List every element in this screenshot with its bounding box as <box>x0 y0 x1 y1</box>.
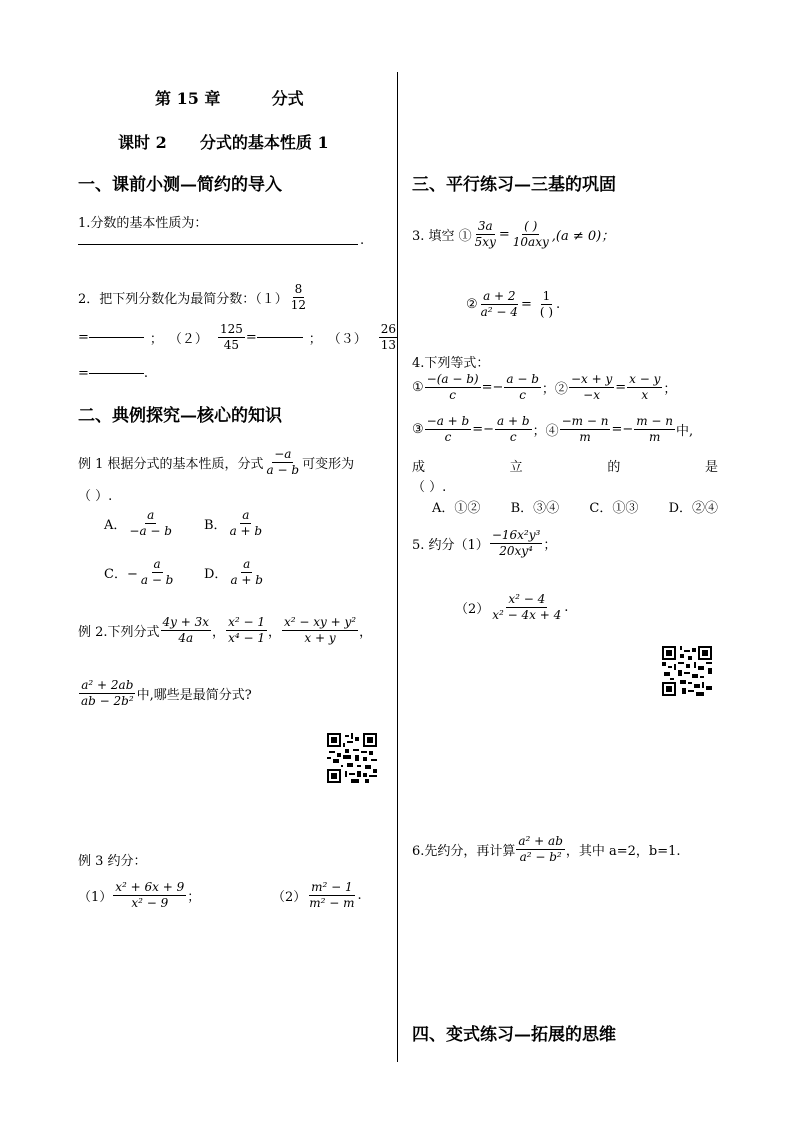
equals-minus: =− <box>481 380 504 395</box>
option-c[interactable] <box>104 557 176 588</box>
numerator: a <box>147 508 155 522</box>
fraction-26-13 <box>379 322 398 353</box>
question-2-line-2 <box>78 322 399 353</box>
circle-2: ；② <box>541 382 568 397</box>
word-2: 立 <box>509 460 523 475</box>
section-1-title: 一、课前小测—简约的导入 <box>78 175 282 195</box>
circle-2: ② <box>466 297 478 312</box>
option-b-fraction <box>228 508 265 539</box>
denominator: −a − b <box>129 524 172 538</box>
numerator: −16x²y³ <box>491 528 541 542</box>
denominator: 20xy⁴ <box>499 544 533 558</box>
numerator: x² + 6x + 9 <box>115 880 185 894</box>
example-3-part-1 <box>78 880 200 911</box>
denominator: −x <box>583 388 600 402</box>
numerator: a + b <box>497 414 530 428</box>
condition: ,(a ≠ 0)； <box>551 229 615 244</box>
lesson-title <box>118 130 329 153</box>
numerator: x − y <box>629 372 661 386</box>
word-3: 的 <box>607 460 621 475</box>
middle-text: 中, <box>676 424 694 439</box>
example-2-question: 中,哪些是最简分式? <box>136 688 252 703</box>
circle-4: ；④ <box>532 424 559 439</box>
semicolon: ； <box>187 890 201 905</box>
comma: ， <box>359 625 373 640</box>
part-label: （2） <box>272 890 307 905</box>
example-2-fraction-1 <box>161 615 212 646</box>
semicolon: ； <box>543 538 557 553</box>
denominator: a² − b² <box>519 850 562 864</box>
example-3-fraction-1 <box>113 880 186 911</box>
period: . <box>357 888 362 903</box>
question-3-fraction-3 <box>479 289 520 320</box>
numerator-blank[interactable]: ( ) <box>524 219 538 233</box>
question-3-fraction-2[interactable] <box>511 219 551 250</box>
numerator: m − n <box>636 414 674 428</box>
example-2-fraction-3 <box>282 615 358 646</box>
example-2-line-2 <box>78 678 252 709</box>
question-5-part-1 <box>412 528 556 559</box>
circle-3: ③ <box>412 422 424 437</box>
equals-sign: = <box>245 330 257 345</box>
denominator: a + b <box>229 524 263 538</box>
q4-fraction-7 <box>560 414 611 445</box>
option-label: D． <box>204 567 228 582</box>
numerator: a² + ab <box>518 834 563 848</box>
denominator: x + y <box>304 631 336 645</box>
equals-sign: = <box>615 380 627 395</box>
q5-fraction-1 <box>490 528 543 559</box>
example-2-fraction-2 <box>226 615 267 646</box>
numerator: 8 <box>294 282 303 296</box>
option-a-fraction <box>127 508 174 539</box>
period: . <box>556 297 561 312</box>
q4-fraction-5 <box>425 414 472 445</box>
option-a[interactable] <box>104 508 175 539</box>
numerator: a <box>153 557 161 571</box>
question-4-line-3 <box>412 456 718 475</box>
equals-minus: =− <box>472 422 495 437</box>
numerator: a + 2 <box>483 289 516 303</box>
fraction-125-45 <box>218 322 245 353</box>
q4-fraction-6 <box>495 414 532 445</box>
denominator: c <box>509 430 517 444</box>
denominator: 5xy <box>474 235 496 249</box>
section-2-title: 二、典例探究—核心的知识 <box>78 406 282 426</box>
numerator: −m − n <box>561 414 609 428</box>
denominator: c <box>449 388 456 402</box>
denominator: 45 <box>223 338 240 352</box>
denominator: 10axy <box>512 235 549 249</box>
example-3-fraction-2 <box>307 880 356 911</box>
question-5-text: 5. 约分（1） <box>412 538 489 553</box>
comma: ， <box>212 625 226 640</box>
question-3-fraction-1 <box>473 219 498 250</box>
part-label: （2） <box>455 602 490 617</box>
example-1-fraction <box>265 447 302 478</box>
q4-option-b[interactable]: B．③④ <box>510 501 560 516</box>
q4-option-d[interactable]: D．②④ <box>668 501 718 516</box>
q5-fraction-2 <box>490 592 563 623</box>
numerator: −x + y <box>570 372 613 386</box>
chapter-topic: 分式 <box>271 89 304 108</box>
option-label: A． <box>104 518 127 533</box>
denominator: c <box>444 430 452 444</box>
denominator: x² − 4x + 4 <box>492 608 562 622</box>
chapter-title <box>155 86 304 109</box>
equals-sign: = <box>520 297 532 312</box>
question-5-part-2 <box>455 592 568 623</box>
numerator: a² + 2ab <box>81 678 134 692</box>
numerator: −(a − b) <box>426 372 479 386</box>
denominator: a − b <box>266 463 300 477</box>
fraction-8-12 <box>289 282 308 313</box>
numerator: a − b <box>506 372 539 386</box>
equals-sign: = <box>78 330 89 345</box>
example-2-text: 例 2.下列分式 <box>78 625 160 640</box>
example-2-fraction-4 <box>79 678 136 709</box>
denominator: 13 <box>380 338 397 352</box>
numerator: a <box>243 557 251 571</box>
column-divider <box>397 72 398 1062</box>
denominator: x² − 9 <box>131 896 169 910</box>
denominator: c <box>519 388 527 402</box>
numerator: a <box>242 508 250 522</box>
answer-blank-2-3[interactable] <box>89 373 144 374</box>
answer-blank-2-2[interactable] <box>257 337 303 338</box>
section-4-title: 四、变式练习—拓展的思维 <box>412 1025 616 1045</box>
answer-line-1-period: . <box>360 233 365 248</box>
comma: ， <box>267 625 281 640</box>
q4-option-a[interactable]: A．①② <box>432 501 481 516</box>
question-1: 1.分数的基本性质为： <box>78 216 208 231</box>
part-label-2: （２） <box>168 332 208 347</box>
question-4-answer-paren: （ ）. <box>412 480 447 495</box>
question-3-part-2 <box>466 289 560 320</box>
q4-fraction-2 <box>504 372 541 403</box>
q4-fraction-3 <box>569 372 614 403</box>
q4-fraction-8 <box>634 414 675 445</box>
question-2-text: 2．把下列分数化为最简分数：（１） <box>78 292 288 307</box>
semicolon: ； <box>149 332 163 347</box>
word-1: 成 <box>412 460 426 475</box>
example-3: 例 3 约分： <box>78 854 147 869</box>
option-b[interactable] <box>204 508 265 539</box>
denominator: m <box>579 430 591 444</box>
numerator: −a + b <box>426 414 470 428</box>
section-3-title: 三、平行练习—三基的巩固 <box>412 175 616 195</box>
denominator: a + b <box>230 573 263 587</box>
numerator: 125 <box>219 322 243 336</box>
question-6 <box>412 834 681 865</box>
question-6-text: 6.先约分，再计算 <box>412 844 516 859</box>
example-2 <box>78 615 372 646</box>
numerator: 1 <box>542 289 551 303</box>
part-label: （1） <box>78 890 113 905</box>
example-3-part-2 <box>272 880 362 911</box>
question-3-fraction-4[interactable] <box>538 289 555 320</box>
numerator: m² − 1 <box>311 880 353 894</box>
option-d-fraction <box>228 557 265 588</box>
example-1-text: 例 1 根据分式的基本性质，分式 <box>78 457 264 472</box>
example-1-answer-paren: （ ）. <box>78 489 113 504</box>
question-4-line-1 <box>412 372 676 403</box>
denominator: m <box>648 430 661 444</box>
example-1-text-2: 可变形为 <box>302 457 355 472</box>
option-d[interactable] <box>204 557 266 588</box>
question-4: 4.下列等式： <box>412 356 490 371</box>
equals-sign: = <box>498 227 510 242</box>
circle-1: ① <box>412 380 424 395</box>
q4-fraction-4 <box>627 372 662 403</box>
denominator: x⁴ − 1 <box>228 631 265 645</box>
numerator: x² − xy + y² <box>283 615 357 629</box>
qr-code-icon[interactable] <box>662 646 712 696</box>
answer-line-1[interactable] <box>78 244 358 245</box>
equals-sign: = <box>78 366 89 381</box>
period: . <box>564 600 569 615</box>
denominator: m² − m <box>309 896 355 910</box>
question-6-text-2: ，其中 a=2，b=1. <box>565 844 681 859</box>
question-4-options <box>432 497 718 516</box>
option-label: C．− <box>104 567 138 582</box>
q4-option-c[interactable]: C．①③ <box>589 501 639 516</box>
denominator: 12 <box>290 298 307 312</box>
question-4-line-2 <box>412 414 693 445</box>
semicolon: ； <box>663 382 677 397</box>
equals-minus: =− <box>611 422 634 437</box>
q4-fraction-1 <box>425 372 481 403</box>
numerator: x² − 4 <box>508 592 546 606</box>
example-1 <box>78 447 354 478</box>
question-2 <box>78 282 309 313</box>
option-label: B． <box>204 518 227 533</box>
qr-code-icon[interactable] <box>327 733 377 783</box>
option-c-fraction <box>139 557 176 588</box>
numerator: x² − 1 <box>228 615 265 629</box>
denominator: a − b <box>140 573 174 587</box>
question-2-line-3 <box>78 366 148 381</box>
question-3-text: 3. 填空 ① <box>412 229 472 244</box>
chapter-number: 第 15 章 <box>155 89 221 108</box>
numerator: −a <box>274 447 292 461</box>
answer-blank-2-1[interactable] <box>89 337 144 338</box>
lesson-topic: 分式的基本性质 1 <box>199 133 329 152</box>
numerator: 26 <box>380 322 397 336</box>
denominator-blank[interactable]: ( ) <box>539 305 554 319</box>
semicolon: ； <box>308 332 322 347</box>
question-3-part-1 <box>412 219 614 250</box>
numerator: 4y + 3x <box>162 615 210 629</box>
numerator: 3a <box>477 219 493 233</box>
denominator: a² − 4 <box>480 305 518 319</box>
denominator: x <box>641 388 649 402</box>
denominator: ab − 2b² <box>81 694 134 708</box>
denominator: 4a <box>178 631 194 645</box>
q6-fraction <box>516 834 564 865</box>
word-4: 是 <box>704 460 718 475</box>
lesson-number: 课时 2 <box>118 133 167 152</box>
period: . <box>143 366 149 381</box>
part-label-3: （３） <box>327 332 367 347</box>
